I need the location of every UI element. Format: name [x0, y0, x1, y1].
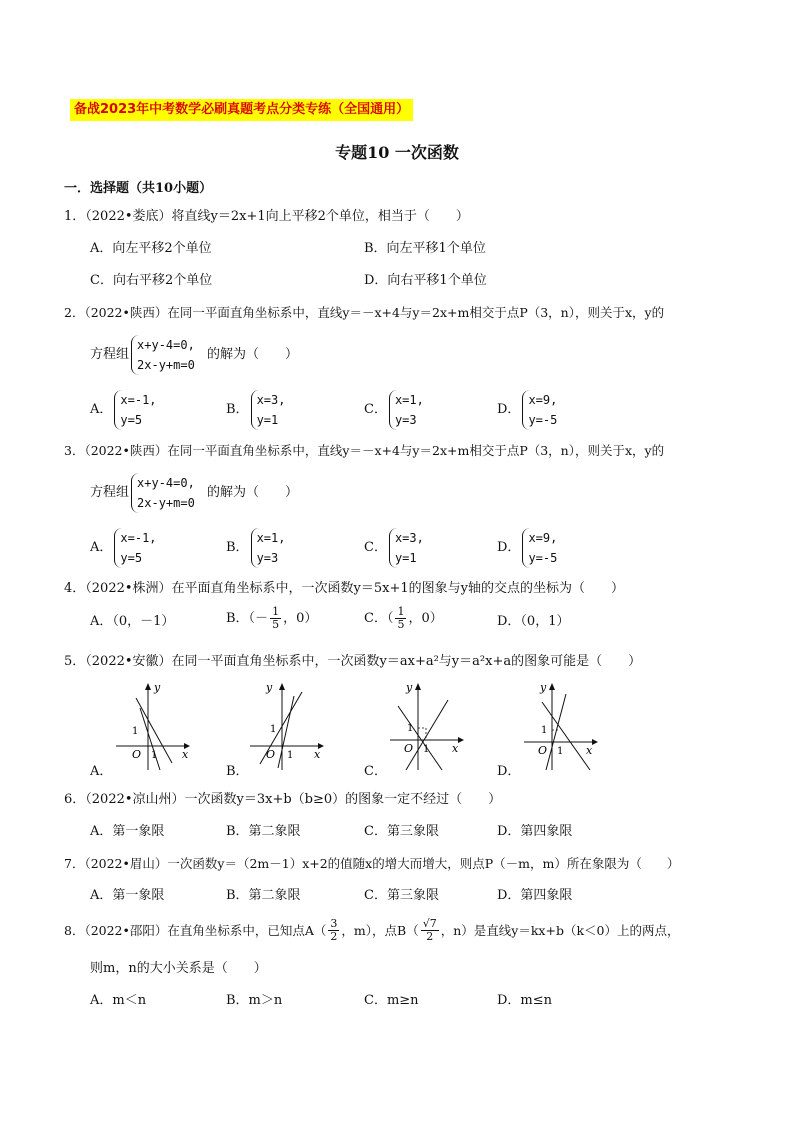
x-unit-label: 1 [423, 744, 430, 755]
question-5-stem: 5．（2022•安徽）在同一平面直角坐标系中，一次函数y＝ax+a²与y＝a²x+a的图象可能是（ ） [64, 654, 642, 669]
y-axis-label: y [540, 681, 547, 694]
q1-option-d[interactable]: D．向右平移1个单位 [364, 273, 487, 288]
q4-option-d[interactable]: D．（0，1） [497, 614, 570, 629]
y-unit-label: 1 [132, 726, 139, 737]
q2-option-b[interactable]: B． x=3, y=1 [226, 390, 285, 430]
y-unit-label: 1 [541, 725, 548, 736]
q3-option-d[interactable]: D． x=9, y=-5 [497, 528, 557, 568]
y-axis-arrow-icon [549, 683, 555, 690]
question-7-stem: 7．（2022•眉山）一次函数y＝（2m－1）x+2的值随x的增大而增大，则点P（－m，m）所在象限为（ ） [64, 856, 680, 871]
x-axis-label: x [182, 748, 189, 761]
q5-option-d[interactable]: D． [497, 764, 521, 779]
x-unit-label: 1 [557, 746, 564, 757]
question-2-stem: 2．（2022•陕西）在同一平面直角坐标系中，直线y＝－x+4与y＝2x+m相交于点P（3，n），则关于x，y的 [64, 305, 665, 320]
y-unit-label: 1 [407, 723, 414, 734]
q5-option-c[interactable]: C． [364, 764, 387, 779]
q4-option-a[interactable]: A．（0，－1） [90, 614, 175, 629]
q6-option-a[interactable]: A．第一象限 [90, 824, 165, 839]
q2-option-d[interactable]: D． x=9, y=-5 [497, 390, 557, 430]
question-4-stem: 4．（2022•株洲）在平面直角坐标系中，一次函数y＝5x+1的图象与y轴的交点的坐标为（ ） [64, 581, 624, 596]
q7-option-b[interactable]: B．第二象限 [226, 888, 301, 903]
q5-option-b[interactable]: B． [226, 764, 249, 779]
x-axis-arrow-icon [458, 737, 464, 743]
origin-label: O [266, 748, 276, 761]
q5-option-a[interactable]: A． [90, 764, 113, 779]
q5-graph-c[interactable] [386, 678, 468, 774]
x-unit-label: 1 [151, 750, 158, 761]
q2-option-a[interactable]: A． x=-1, y=5 [90, 390, 157, 430]
q8-option-c[interactable]: C．m≥n [364, 993, 419, 1008]
question-3-stem: 3．（2022•陕西）在同一平面直角坐标系中，直线y＝－x+4与y＝2x+m相交于点P（3，n），则关于x，y的 [64, 443, 665, 458]
origin-label: O [132, 748, 142, 761]
x-axis-label: x [314, 748, 321, 761]
y-axis-arrow-icon [145, 683, 151, 690]
question-2-system: 方程组 x+y-4=0, 2x-y+m=0 的解为（ ） [90, 335, 298, 375]
q7-option-d[interactable]: D．第四象限 [497, 888, 573, 903]
q3-option-a[interactable]: A． x=-1, y=5 [90, 528, 157, 568]
x-unit-label: 1 [287, 750, 294, 761]
question-8-stem-line2: 则m，n的大小关系是（ ） [90, 961, 267, 976]
q6-option-d[interactable]: D．第四象限 [497, 824, 573, 839]
y-axis-label: y [154, 681, 161, 694]
q5-graph-d[interactable] [520, 678, 602, 774]
q6-option-c[interactable]: C．第三象限 [364, 824, 439, 839]
x-axis-label: x [586, 744, 593, 757]
question-8-stem: 8．（2022•邵阳）在直角坐标系中，已知点A（ $\frac{3}{2}$ ，m），点B（ $\frac{√7}{2}$ ，n）是直线y＝kx+b（k＜0）上的两点， [64, 917, 680, 943]
x-axis-label: x [452, 742, 459, 755]
question-1-stem: 1．（2022•娄底）将直线y＝2x+1向上平移2个单位，相当于（ ） [64, 209, 469, 224]
q6-option-b[interactable]: B．第二象限 [226, 824, 301, 839]
y-axis-label: y [266, 681, 273, 694]
q8-option-a[interactable]: A．m＜n [90, 993, 147, 1008]
q2-option-c[interactable]: C． x=1, y=3 [364, 390, 424, 430]
q8-option-b[interactable]: B．m＞n [226, 993, 283, 1008]
y-unit-label: 1 [270, 724, 277, 735]
q1-option-a[interactable]: A．向左平移2个单位 [90, 241, 212, 256]
origin-label: O [404, 742, 414, 755]
q3-option-b[interactable]: B． x=1, y=3 [226, 528, 285, 568]
q5-graph-a[interactable] [112, 678, 194, 774]
x-axis-arrow-icon [592, 739, 598, 745]
series-banner: 备战2023年中考数学必刷真题考点分类专练（全国通用） [70, 99, 413, 121]
q3-option-c[interactable]: C． x=3, y=1 [364, 528, 424, 568]
question-6-stem: 6．（2022•凉山州）一次函数y＝3x+b（b≥0）的图象一定不经过（ ） [64, 792, 502, 807]
section-heading: 一．选择题（共10小题） [64, 181, 213, 196]
q7-option-a[interactable]: A．第一象限 [90, 888, 165, 903]
q1-option-c[interactable]: C．向右平移2个单位 [90, 273, 213, 288]
q7-option-c[interactable]: C．第三象限 [364, 888, 439, 903]
q8-option-d[interactable]: D．m≤n [497, 993, 553, 1008]
q5-graph-b[interactable] [246, 678, 328, 774]
graph-line [398, 706, 442, 770]
y-axis-arrow-icon [415, 683, 421, 690]
page-title: 专题10 一次函数 [335, 143, 459, 162]
y-axis-label: y [406, 681, 413, 694]
graph-line [406, 700, 448, 770]
question-3-system: 方程组 x+y-4=0, 2x-y+m=0 的解为（ ） [90, 473, 298, 513]
q1-option-b[interactable]: B．向左平移1个单位 [364, 241, 486, 256]
origin-label: O [538, 744, 548, 757]
q4-option-c[interactable]: C．（ $\frac{1}{5}$ ，0） [364, 605, 443, 631]
y-axis-arrow-icon [279, 683, 285, 690]
q4-option-b[interactable]: B．（－ $\frac{1}{5}$ ，0） [226, 605, 318, 631]
